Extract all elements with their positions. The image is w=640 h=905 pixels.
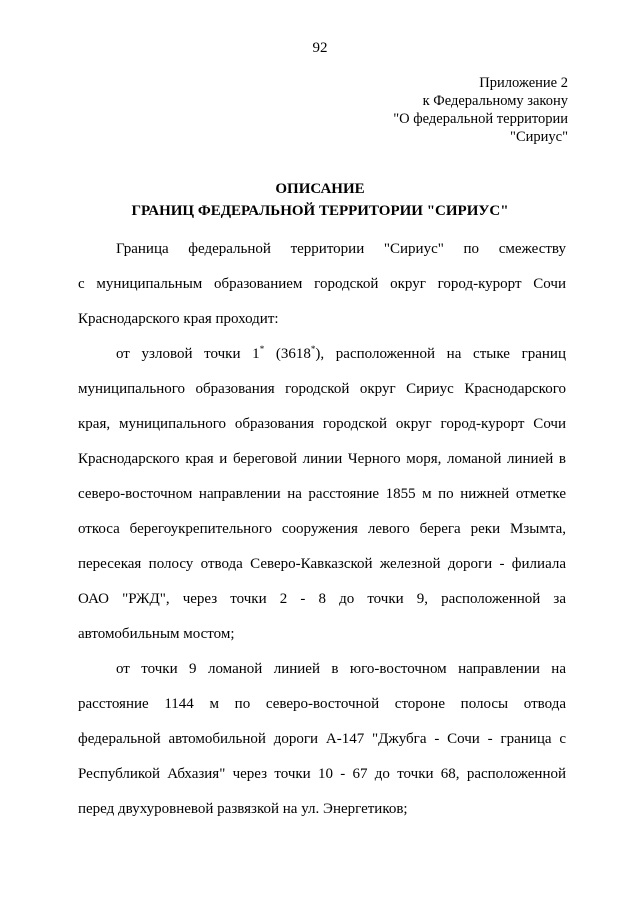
p2-l1-part-b: (3618 xyxy=(264,346,311,362)
paragraph-3-line-3: федеральной автомобильной дороги А-147 "Джубга - Сочи - граница с xyxy=(78,731,566,747)
paragraph-2-line-6: откоса берегоукрепительного сооружения левого берега реки Мзымта, xyxy=(78,521,566,537)
paragraph-2-line-3: края, муниципального образования городской округ город-курорт Сочи xyxy=(78,416,566,432)
paragraph-2-line-2: муниципального образования городской округ Сириус Краснодарского xyxy=(78,381,566,397)
paragraph-1-line-3: Краснодарского края проходит: xyxy=(78,311,279,327)
document-body xyxy=(78,232,566,827)
footnote-mark: * xyxy=(310,344,316,354)
paragraph-2-line-8: ОАО "РЖД", через точки 2 - 8 до точки 9, расположенной за xyxy=(78,591,566,607)
paragraph-2-line-7: пересекая полосу отвода Северо-Кавказской железной дороги - филиала xyxy=(78,556,566,572)
page-number: 92 xyxy=(312,40,328,56)
paragraph-3-line-4: Республикой Абхазия" через точки 10 - 67 до точки 68, расположенной xyxy=(78,766,566,782)
appendix-header xyxy=(393,74,568,146)
paragraph-2-line-4: Краснодарского края и береговой линии Черного моря, ломаной линией в xyxy=(78,451,566,467)
appendix-line-3: "О федеральной территории xyxy=(393,111,568,127)
paragraph-1-line-1: Граница федеральной территории "Сириус" по смежеству xyxy=(116,241,566,257)
paragraph-3-line-1: от точки 9 ломаной линией в юго-восточном направлении на xyxy=(116,661,566,677)
paragraph-2-line-9: автомобильным мостом; xyxy=(78,626,235,642)
title-line-1: ОПИСАНИЕ xyxy=(275,181,365,197)
paragraph-3-line-2: расстояние 1144 м по северо-восточной стороне полосы отвода xyxy=(78,696,566,712)
paragraph-2-line-1 xyxy=(78,337,566,372)
footnote-mark: * xyxy=(259,344,265,354)
appendix-line-1: Приложение 2 xyxy=(479,75,568,91)
appendix-line-4: "Сириус" xyxy=(510,129,568,145)
paragraph-3-line-5: перед двухуровневой развязкой на ул. Энергетиков; xyxy=(78,801,408,817)
paragraph-1-line-2: с муниципальным образованием городской округ город-курорт Сочи xyxy=(78,276,566,292)
paragraph-2-line-5: северо-восточном направлении на расстояние 1855 м по нижней отметке xyxy=(78,486,566,502)
p2-l1-part-c: ), расположенной на стыке границ xyxy=(315,346,566,362)
document-title xyxy=(0,178,640,222)
title-line-2: ГРАНИЦ ФЕДЕРАЛЬНОЙ ТЕРРИТОРИИ "СИРИУС" xyxy=(131,203,509,219)
appendix-line-2: к Федеральному закону xyxy=(422,93,568,109)
p2-l1-part-a: от узловой точки 1 xyxy=(116,346,260,362)
